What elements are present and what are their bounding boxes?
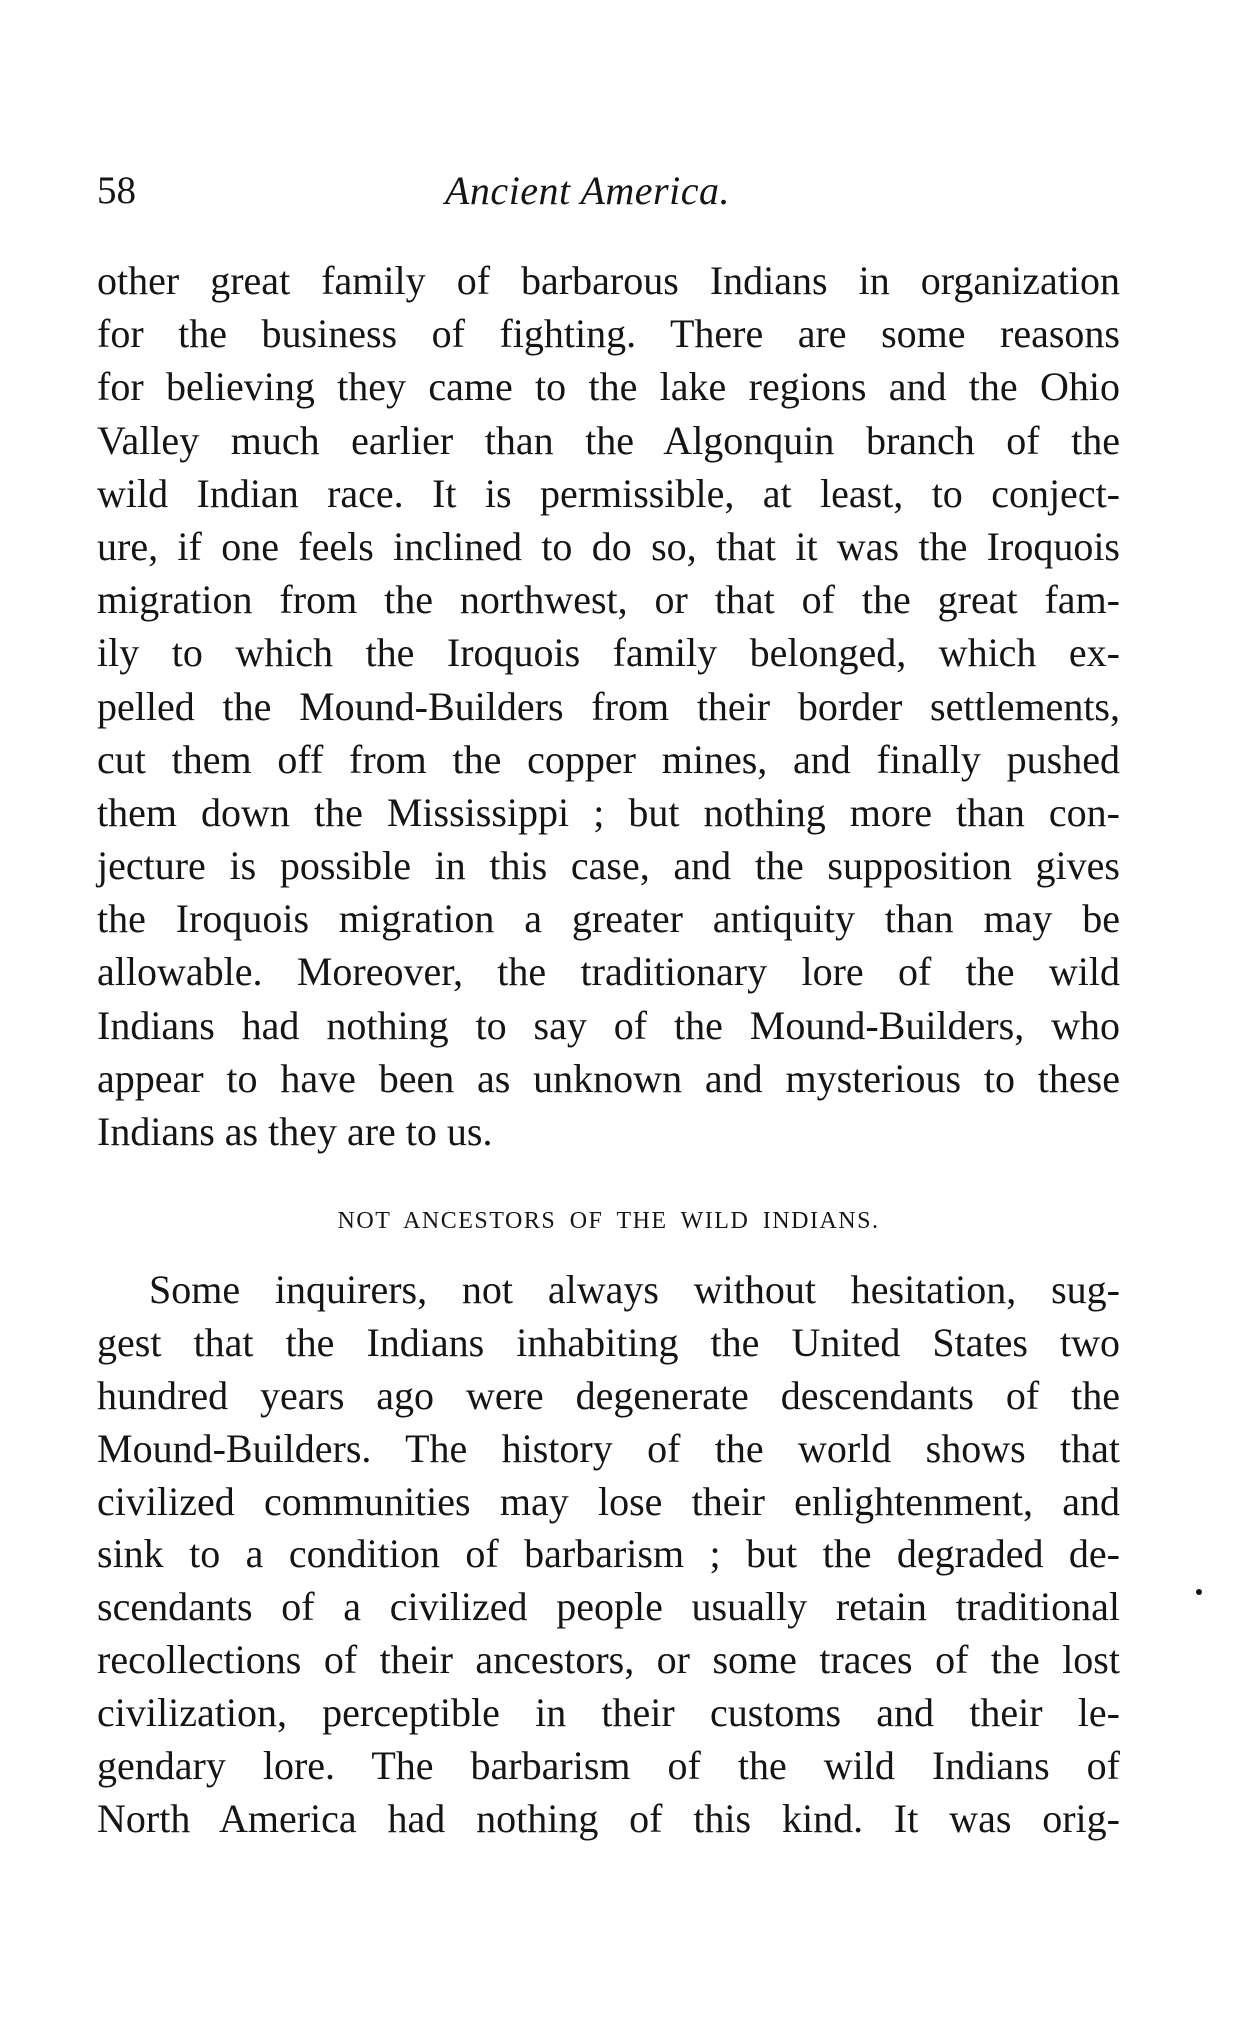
- text-line: scendants of a civilized people usually retain traditional: [97, 1584, 1120, 1630]
- text-line: sink to a condition of barbarism ; but the degraded de-: [97, 1531, 1120, 1577]
- text-line: gendary lore. The barbarism of the wild Indians of: [97, 1743, 1120, 1789]
- text-line: civilization, perceptible in their customs and their le-: [97, 1690, 1120, 1736]
- text-line: ily to which the Iroquois family belonged, which ex-: [97, 630, 1120, 676]
- text-line: ure, if one feels inclined to do so, that it was the Iroquois: [97, 523, 1120, 569]
- page-number: 58: [97, 169, 136, 212]
- text-line: wild Indian race. It is permissible, at least, to conject-: [97, 470, 1120, 516]
- text-line: the Iroquois migration a greater antiquity than may be: [97, 896, 1120, 942]
- running-title: Ancient America.: [445, 168, 730, 213]
- text-line: Indians had nothing to say of the Mound-Builders, who: [97, 1002, 1120, 1048]
- text-line: for the business of fighting. There are some reasons: [97, 311, 1120, 357]
- paragraph-continued: [97, 254, 1120, 1158]
- text-line: allowable. Moreover, the traditionary lore of the wild: [97, 949, 1120, 995]
- text-line: recollections of their ancestors, or some traces of the lost: [97, 1637, 1120, 1683]
- text-line: jecture is possible in this case, and the supposition gives: [97, 843, 1120, 889]
- text-line: for believing they came to the lake regions and the Ohio: [97, 364, 1120, 410]
- text-line: migration from the northwest, or that of the great fam-: [97, 577, 1120, 623]
- text-line: hundred years ago were degenerate descendants of the: [97, 1372, 1120, 1418]
- margin-speck: [1196, 1589, 1202, 1595]
- text-line: Indians as they are to us.: [97, 1109, 493, 1154]
- text-line: them down the Mississippi ; but nothing more than con-: [97, 789, 1120, 835]
- text-line: Valley much earlier than the Algonquin branch of the: [97, 417, 1120, 463]
- section-heading: NOT ANCESTORS OF THE WILD INDIANS.: [337, 1208, 880, 1234]
- text-line: North America had nothing of this kind. It was orig-: [97, 1795, 1120, 1841]
- text-line: civilized communities may lose their enlightenment, and: [97, 1478, 1120, 1524]
- page-header: [97, 166, 1120, 216]
- text-line: pelled the Mound-Builders from their border settlements,: [97, 683, 1120, 729]
- paragraph-new-section: [97, 1264, 1120, 1846]
- text-line: appear to have been as unknown and mysterious to these: [97, 1055, 1120, 1101]
- text-line: Some inquirers, not always without hesitation, sug-: [149, 1267, 1120, 1312]
- text-line: Mound-Builders. The history of the world shows that: [97, 1425, 1120, 1471]
- text-line: gest that the Indians inhabiting the United States two: [97, 1319, 1120, 1365]
- text-line: cut them off from the copper mines, and finally pushed: [97, 736, 1120, 782]
- text-line: other great family of barbarous Indians in organization: [97, 258, 1120, 303]
